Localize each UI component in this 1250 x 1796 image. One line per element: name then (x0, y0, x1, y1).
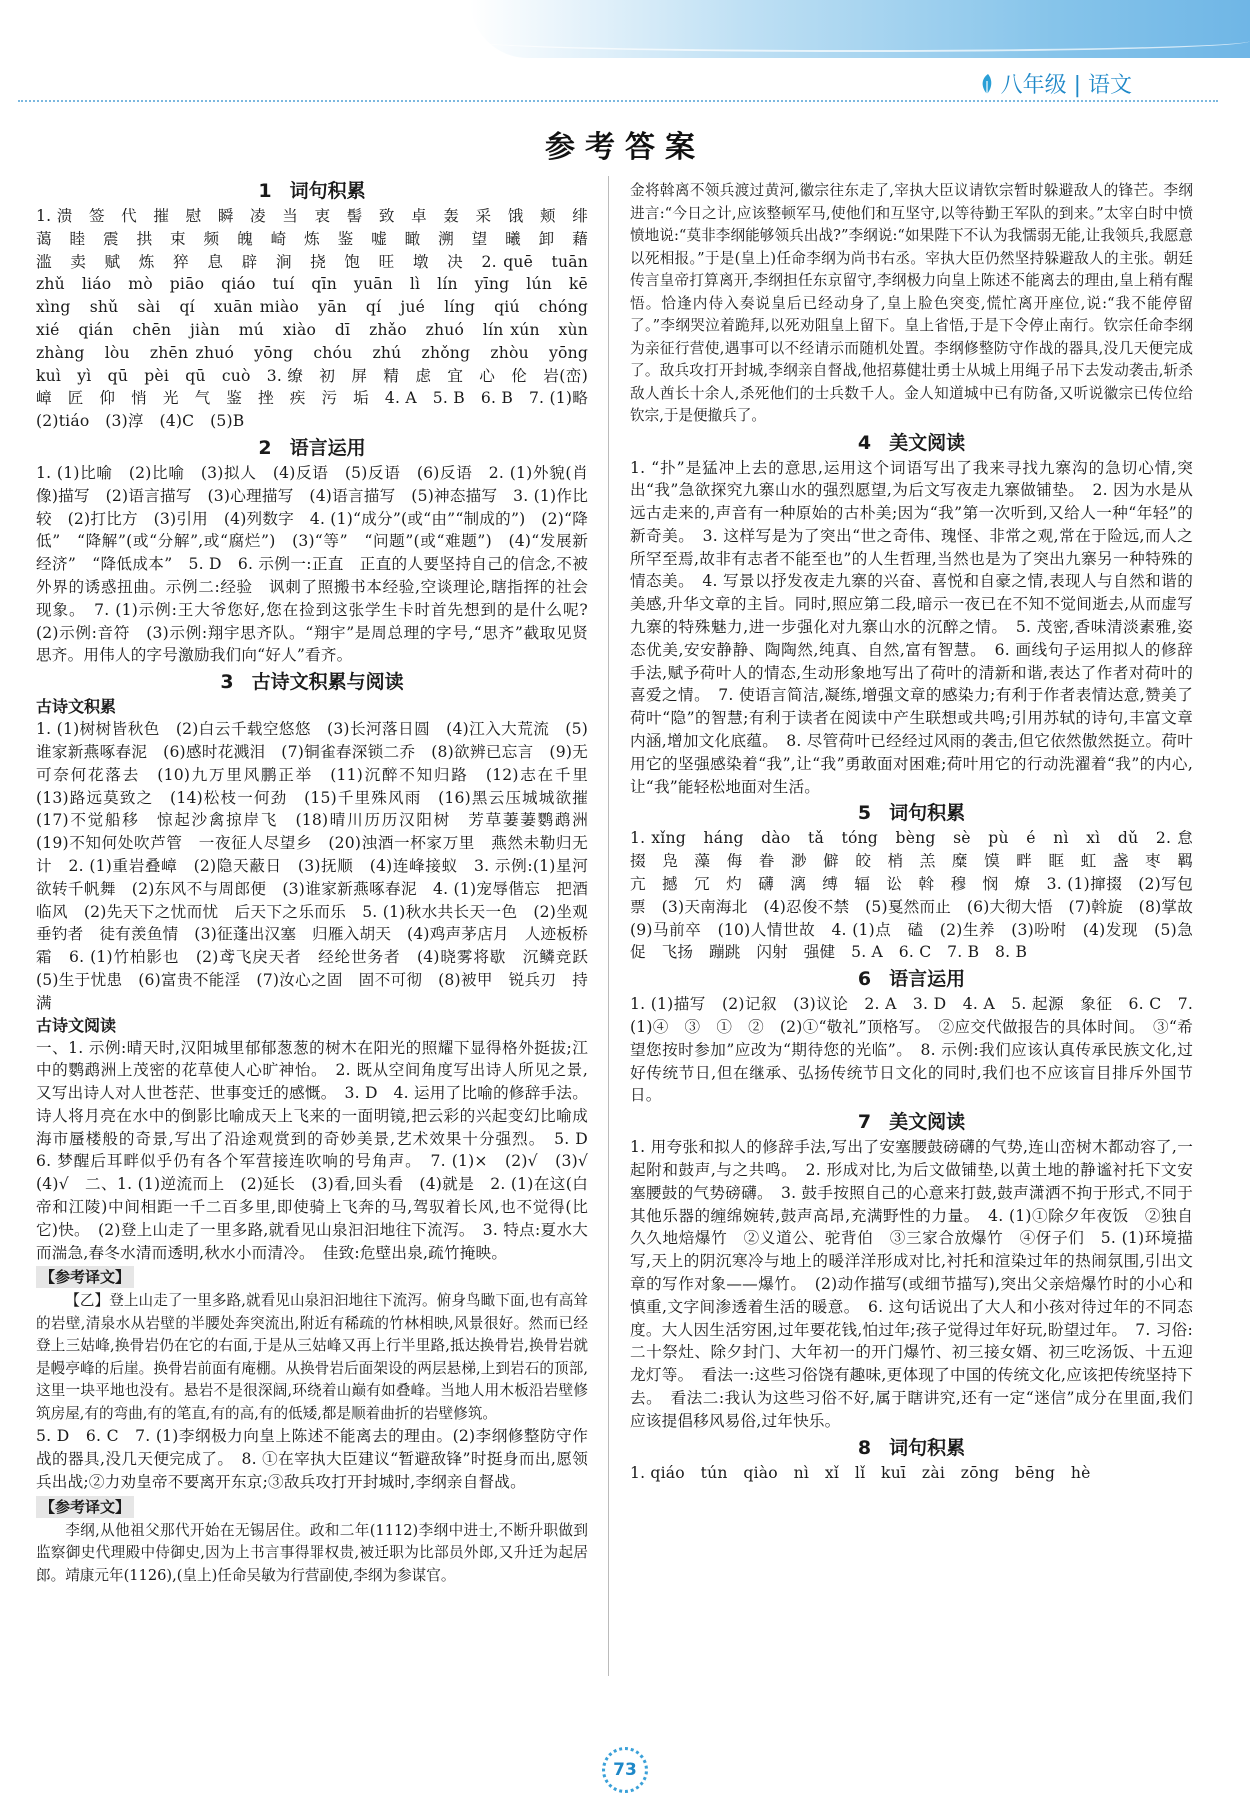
header-banner (470, 0, 1250, 58)
leaf-icon (979, 73, 995, 95)
answer-text: 1. (1)描写 (2)记叙 (3)议论 2. A 3. D 4. A 5. 起源 象征 6. C 7. (1)④ ③ ① ② (2)①“敬礼”顶格写。 ②应交代做报告的具体时间。 ③“希望您按时参加”应改为“期待您的光临”。 8. 示例:我们应该认真传承民族文化,过好传统节日,但在继承、弘扬传统节日文化的同时,我们也不应该盲目排斥外国节日。 (630, 995, 1193, 1105)
translation-text: 【乙】登上山走了一里多路,就看见山泉汩汩地往下流泻。俯身鸟瞰下面,也有高耸的岩壁,清泉水从岩壁的半腰处奔突流出,附近有稀疏的竹林相映,风景很好。然而已经登上三姑峰,换骨岩仍在它的右面,于是从三姑峰又再上行半里路,抵达换骨岩,换骨岩就是幔亭峰的后崖。换骨岩前面有庵棚。从换骨岩后面架设的两层悬梯,上到岩石的顶部,这里一块平地也没有。悬岩不是很深阔,环绕着山巅有如叠峰。当地人用木板沿岩壁修筑房屋,有的弯曲,有的笔直,有的高,有的低矮,都是顺着曲折的岩壁修筑。 (36, 1292, 588, 1422)
section-heading: 6 语言运用 (857, 968, 966, 991)
translation-text: 李纲,从他祖父那代开始在无锡居住。政和二年(1112)李纲中进士,不断升职做到监察御史代理殿中侍御史,因为上书言事得罪权贵,被迁职为比部员外郎,又升迁为起居郎。靖康元年(1126),(皇上)任命吴敏为行营副使,李纲为参谋官。 (36, 1521, 588, 1584)
answer-text: 1. 用夸张和拟人的修辞手法,写出了安塞腰鼓磅礴的气势,连山峦树木都动容了,一起附和鼓声,与之共鸣。 2. 形成对比,为后文做铺垫,以黄土地的静谧衬托下文安塞腰鼓的气势磅礴。 3. 鼓手按照自己的心意来打鼓,鼓声潇洒不拘于形式,不同于其他乐器的缠绵婉转,鼓声高昂,充满野性的力量。 4. (1)①除夕年夜饭 ②独自久久地焙爆竹 ②义道公、驼背伯 ③三家合放爆竹 ④伢子们 5. (1)环境描写,天上的阴沉寒冷与地上的暖洋洋形成对比,衬托和渲染过年的热闹氛围,引出文章的写作对象——爆竹。 (2)动作描写(或细节描写),突出父亲焙爆竹时的小心和慎重,文字间渗透着生活的暖意。 6. 这句话说出了大人和小孩对待过年的不同态度。大人因生活穷困,过年要花钱,怕过年;孩子觉得过年好玩,盼望过年。 7. 习俗:二十祭灶、除夕封门、大年初一的开门爆竹、初三接女婿、初三吃汤饭、十五迎龙灯等。 看法一:这些习俗饶有趣味,更体现了中国的传统文化,应该把传统坚持下去。 看法二:我认为这些习俗不好,属于瞎讲究,还有一定“迷信”成分在里面,我们应该提倡移风易俗,过年快乐。 (630, 1138, 1193, 1430)
subsection-heading: 古诗文积累 (36, 697, 117, 717)
header-grade-subject: 八年级 | 语文 (979, 68, 1132, 99)
right-column (630, 180, 1209, 1680)
header-rule (18, 100, 1218, 102)
section-heading: 3 古诗文积累与阅读 (220, 671, 404, 694)
section-heading: 1 词句积累 (258, 180, 366, 202)
answer-text: 1. xǐng háng dào tǎ tóng bèng sè pù é nì xì dǔ 2. 怠 掇 凫 藻 侮 眷 渺 僻 皎 梢 羔 糜 馍 畔 眶 虹 盏 枣 羁 亢 撼 冗 灼 礴 漓 缚 辐 讼 斡 穆 悯 燎 3. (1)撺掇 (2)写包票 (3)天南海北 (4)忍俊不禁 (5)戛然而止 (6)大彻大悟 (7)斡旋 (8)掌故 (9)马前卒 (10)人情世故 4. (1)点 磕 (2)生养 (3)吩咐 (4)发现 (5)急促 飞扬 蹦跳 闪射 强健 5. A 6. C 7. B 8. B (630, 829, 1209, 962)
answer-text: 1. (1)比喻 (2)比喻 (3)拟人 (4)反语 (5)反语 (6)反语 2. (1)外貌(肖像)描写 (2)语言描写 (3)心理描写 (4)语言描写 (5)神态描写 3. (1)作比较 (2)打比方 (3)引用 (4)列数字 4. (1)“成分”(或“由”“制成的”) (2)“降低” “降解”(或“分解”,或“腐烂”) (3)“等” “问题”(或“难题”) (4)“发展新经济” “降低成本” 5. D 6. 示例一:正直 正直的人要坚持自己的信念,不被外界的诱惑扭曲。示例二:经验 讽刺了照搬书本经验,空谈理论,瞎指挥的社会现象。 7. (1)示例:王大爷您好,您在捡到这张学生卡时首先想到的是什么呢? (2)示例:音符 (3)示例:翔宇思齐队。“翔宇”是周总理的字号,“思齐”截取见贤思齐。用伟人的字号激励我们向“好人”看齐。 (36, 463, 604, 665)
translation-text: 金将斡离不领兵渡过黄河,徽宗往东走了,宰执大臣议请钦宗暂时躲避敌人的锋芒。李纲进言:“今日之计,应该整顿军马,使他们和互坚守,以等待勤王军队的到来。”太宰白时中愤愤地说:“莫非李纲能够领兵出战?”李纲说:“如果陛下不认为我懦弱无能,让我领兵,我愿意以死相报。”于是(皇上)任命李纲为尚书右丞。宰执大臣仍然坚持躲避敌人的主张。朝廷传言皇帝打算离开,李纲担任东京留守,李纲极力向皇上陈述不能离去的理由,皇上稍有醒悟。恰逢内侍入奏说皇后已经动身了,皇上脸色突变,慌忙离开座位,说:“我不能停留了。”李纲哭泣着跪拜,以死劝阻皇上留下。皇上省悟,于是下令停止南行。钦宗任命李纲为亲征行营使,遇事可以不经请示而随机处置。李纲修整防守作战的器具,没几天便完成了。敌兵攻打开封城,李纲亲自督战,他招募健壮勇士从城上用绳子吊下去发动袭击,斩杀敌人酋长十余人,杀死他们的士兵数千人。金人知道城中已有防备,又听说徽宗已传位给钦宗,于是便撤兵了。 (630, 182, 1193, 424)
answer-text: 一、1. 示例:晴天时,汉阳城里郁郁葱葱的树木在阳光的照耀下显得格外挺拔;江中的鹦鹉洲上茂密的花草使人心旷神怡。 2. 既从空间角度写出诗人所见之景,又写出诗人对人世苍茫、世事变迁的感慨。 3. D 4. 运用了比喻的修辞手法。诗人将月亮在水中的倒影比喻成天上飞来的一面明镜,把云彩的兴起变幻比喻成海市蜃楼般的奇景,写出了沿途观赏到的奇妙美景,艺术效果十分强烈。 5. D 6. 梦醒后耳畔似乎仍有各个军营接连吹响的号角声。 7. (1)× (2)√ (3)√ (4)√ 二、1. (1)逆流而上 (2)延长 (3)看,回头看 (4)就是 2. (1)在这(白帝和江陵)中间相距一千二百多里,即使骑上飞奔的马,驾驭着长风,也不觉得(比它)快。 (2)登上山走了一里多路,就看见山泉汩汩地往下流泻。 3. 特点:夏水大而湍急,春冬水清而透明,秋水小而清冷。 佳致:危壁出泉,疏竹掩映。 (36, 1038, 604, 1262)
subsection-heading: 古诗文阅读 (36, 1015, 117, 1035)
answer-text: 1. “扑”是猛冲上去的意思,运用这个词语写出了我来寻找九寨沟的急切心情,突出“我”急欲探究九寨山水的强烈愿望,为后文写夜走九寨做铺垫。 2. 因为水是从远古走来的,声音有一种原始的古朴美;因为“我”第一次听到,又给人一种“年轻”的新奇美。 3. 这样写是为了突出“世之奇伟、瑰怪、非常之观,常在于险远,而人之所罕至焉,故非有志者不能至也”的人生哲理,当然也是为了突出九寨另一种特殊的情态美。 4. 写景以抒发夜走九寨的兴奋、喜悦和自豪之情,表现人与自然和谐的美感,升华文章的主旨。同时,照应第二段,暗示一夜已在不知不觉间逝去,从而虚写九寨的特殊魅力,进一步强化对九寨山水的沉醉之情。 5. 茂密,香味清淡素雅,姿态优美,安安静静、陶陶然,纯真、自然,富有智慧。 6. 画线句子运用拟人的修辞手法,赋予荷叶人的情态,生动形象地写出了荷叶的清新和谐,表达了作者对荷叶的喜爱之情。 7. 使语言简洁,凝练,增强文章的感染力;有利于作者表情达意,赞美了荷叶“隐”的智慧;有利于读者在阅读中产生联想或共鸣;引用苏轼的诗句,丰富文章内涵,增加文化底蕴。 8. 尽管荷叶已经经过风雨的袭击,但它依然傲然挺立。荷叶用它的坚强感染着“我”,让“我”勇敢面对困难;荷叶用它的行动洗濯着“我”的内心,让“我”能轻松地面对生活。 (630, 458, 1193, 796)
column-divider (608, 176, 609, 1676)
reference-translation-label: 【参考译文】 (36, 1266, 134, 1288)
answer-text: 1. (1)树树皆秋色 (2)白云千载空悠悠 (3)长河落日圆 (4)江入大荒流 (5)谁家新燕啄春泥 (6)感时花溅泪 (7)铜雀春深锁二乔 (8)欲辨已忘言 (9)无可奈何花落去 (10)九万里风鹏正举 (11)沉醉不知归路 (12)志在千里 (13)路远莫致之 (14)松枝一何劲 (15)千里殊风雨 (16)黑云压城城欲摧 (17)不觉船移 惊起沙禽掠岸飞 (18)晴川历历汉阳树 芳草萋萋鹦鹉洲 (19)不知何处吹芦管 一夜征人尽望乡 (20)浊酒一杯家万里 燕然未勒归无计 2. (1)重岩叠嶂 (2)隐天蔽日 (3)抚顺 (4)连峰接蚁 3. 示例:(1)星河欲转千帆舞 (2)东风不与周郎便 (3)谁家新燕啄春泥 4. (1)宠辱偕忘 把酒临风 (2)先天下之忧而忧 后天下之乐而乐 5. (1)秋水共长天一色 (2)坐观垂钓者 徒有羡鱼情 (3)征蓬出汉塞 归雁入胡天 (4)鸡声茅店月 人迹板桥霜 6. (1)竹柏影也 (2)鸢飞戾天者 经纶世务者 (4)晓雾将歇 沉鳞竞跃 (5)生于忧患 (6)富贵不能淫 (7)汝心之固 固不可彻 (8)被甲 锐兵刃 持满 (36, 720, 604, 1012)
section-heading: 2 语言运用 (258, 436, 366, 459)
page-title: 参考答案 (545, 130, 705, 165)
answer-text: 5. D 6. C 7. (1)李纲极力向皇上陈述不能离去的理由。(2)李纲修整防守作战的器具,没几天便完成了。 8. ①在宰执大臣建议“暂避敌锋”时挺身而出,愿领兵出战;②力劝皇帝不要离开东京;③敌兵攻打开封城时,李纲亲自督战。 (36, 1427, 588, 1492)
section-heading: 7 美文阅读 (857, 1111, 966, 1134)
left-column (36, 176, 604, 1676)
answer-text: 1. qiáo tún qiào nì xǐ lǐ kuī zài zōng bēng hè (630, 1463, 1091, 1482)
reference-translation-label: 【参考译文】 (36, 1496, 134, 1518)
section-heading: 8 词句积累 (857, 1436, 966, 1459)
answer-text: 1. 溃 签 代 摧 慰 瞬 凌 当 衷 髻 致 卓 轰 采 饿 颊 绯 蔼 睦 震 拱 束 频 魄 崎 炼 鉴 嘘 瞰 溯 望 曦 卸 藉 滥 卖 赋 炼 猝 息 辟 涧 挠 饱 旺 墩 决 2. quē tuān zhǔ liáo mò piāo qiáo tuí qīn yuān lì lín yīng lún kē xìng shǔ sài qí xuān miào yān qí jué líng qiú chóng xié qián chēn jiàn mú xiào dī zhǎo zhuó lín xún xùn zhàng lòu zhēn zhuó yōng chóu zhú zhǒng zhòu yōng kuì yì qū pèi qū cuò 3. 缭 初 屏 精 虑 宜 心 伦 岩(峦) 嶂 匠 仰 悄 光 气 鉴 挫 疾 污 垢 4. A 5. B 6. B 7. (1)略 (2)tiáo (3)淳 (4)C (5)B (36, 207, 604, 431)
page-number: 73 (594, 1750, 656, 1790)
section-heading: 4 美文阅读 (857, 431, 966, 454)
section-heading: 5 词句积累 (857, 802, 966, 825)
